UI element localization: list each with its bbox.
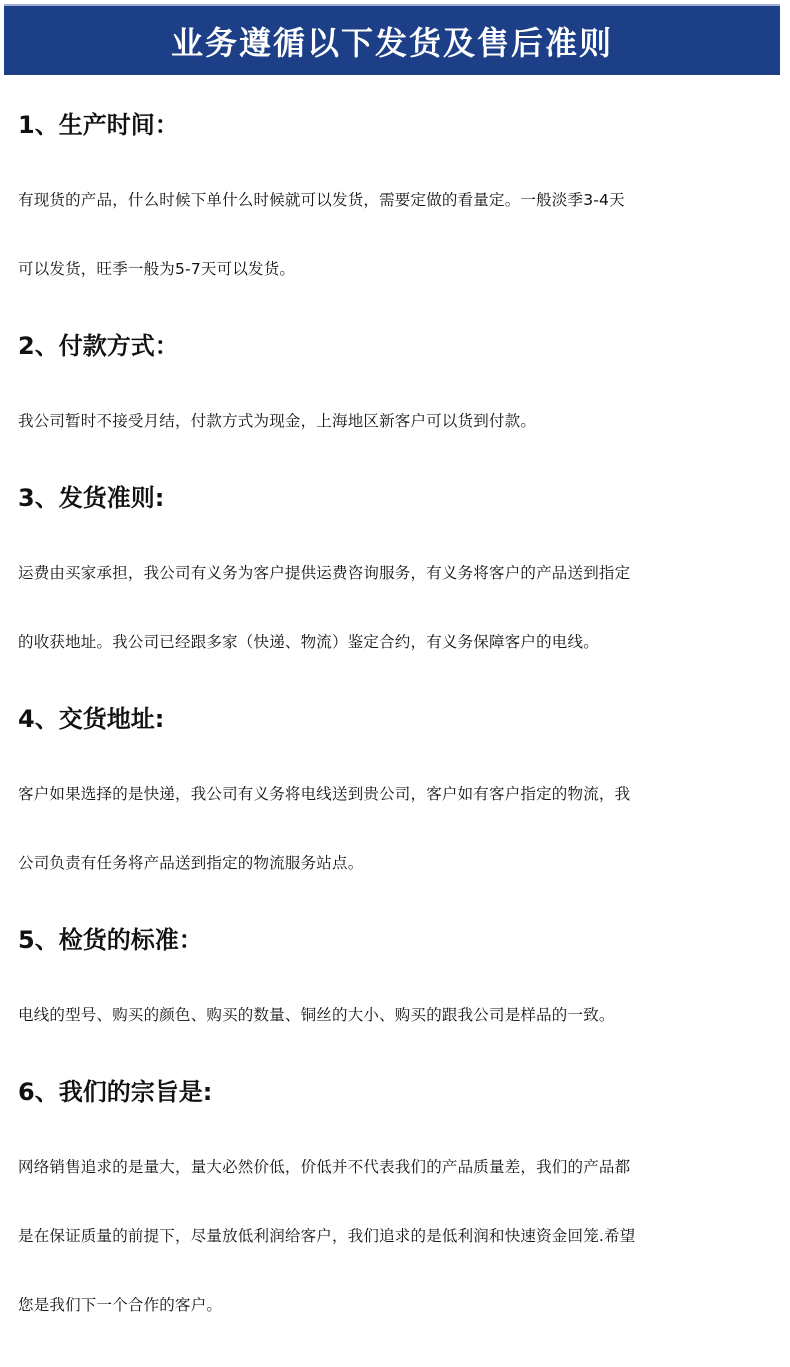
policy-content — [18, 110, 778, 1367]
body-line: 的收获地址。我公司已经跟多家（快递、物流）鉴定合约，有义务保障客户的电线。 — [18, 633, 599, 651]
body-line: 可以发货，旺季一般为5-7天可以发货。 — [18, 260, 296, 278]
body-line: 电线的型号、购买的颜色、购买的数量、铜丝的大小、购买的跟我公司是样品的一致。 — [18, 1006, 615, 1024]
body-line: 网络销售追求的是量大，量大必然价低，价低并不代表我们的产品质量差，我们的产品都 — [18, 1158, 631, 1176]
section-payment-method — [18, 331, 778, 479]
section-shipping-rules — [18, 483, 778, 700]
section-production-time — [18, 110, 778, 327]
body-line: 公司负责有任务将产品送到指定的物流服务站点。 — [18, 854, 364, 872]
body-line: 有现货的产品，什么时候下单什么时候就可以发货，需要定做的看量定。一般淡季3-4天 — [18, 191, 625, 209]
page-title: 业务遵循以下发货及售后准则 — [170, 23, 613, 62]
section-body — [18, 516, 778, 700]
section-heading: 3、发货准则: — [18, 484, 165, 512]
section-heading: 2、付款方式： — [18, 332, 179, 360]
body-line: 我公司暂时不接受月结，付款方式为现金，上海地区新客户可以货到付款。 — [18, 412, 537, 430]
section-body — [18, 143, 778, 327]
section-delivery-address — [18, 704, 778, 921]
section-body — [18, 364, 778, 479]
section-inspection-standard — [18, 925, 778, 1073]
section-our-mission — [18, 1077, 778, 1363]
body-line: 客户如果选择的是快递，我公司有义务将电线送到贵公司，客户如有客户指定的物流，我 — [18, 785, 631, 803]
section-heading: 5、检货的标准： — [18, 926, 203, 954]
section-body — [18, 737, 778, 921]
body-line: 运费由买家承担，我公司有义务为客户提供运费咨询服务，有义务将客户的产品送到指定 — [18, 564, 631, 582]
title-banner — [4, 4, 780, 75]
section-heading: 1、生产时间： — [18, 111, 179, 139]
section-heading: 6、我们的宗旨是: — [18, 1078, 213, 1106]
body-line: 您是我们下一个合作的客户。 — [18, 1296, 223, 1314]
section-body — [18, 1110, 778, 1363]
section-body — [18, 958, 778, 1073]
body-line: 是在保证质量的前提下，尽量放低利润给客户，我们追求的是低利润和快速资金回笼.希望 — [18, 1227, 636, 1245]
section-heading: 4、交货地址: — [18, 705, 165, 733]
